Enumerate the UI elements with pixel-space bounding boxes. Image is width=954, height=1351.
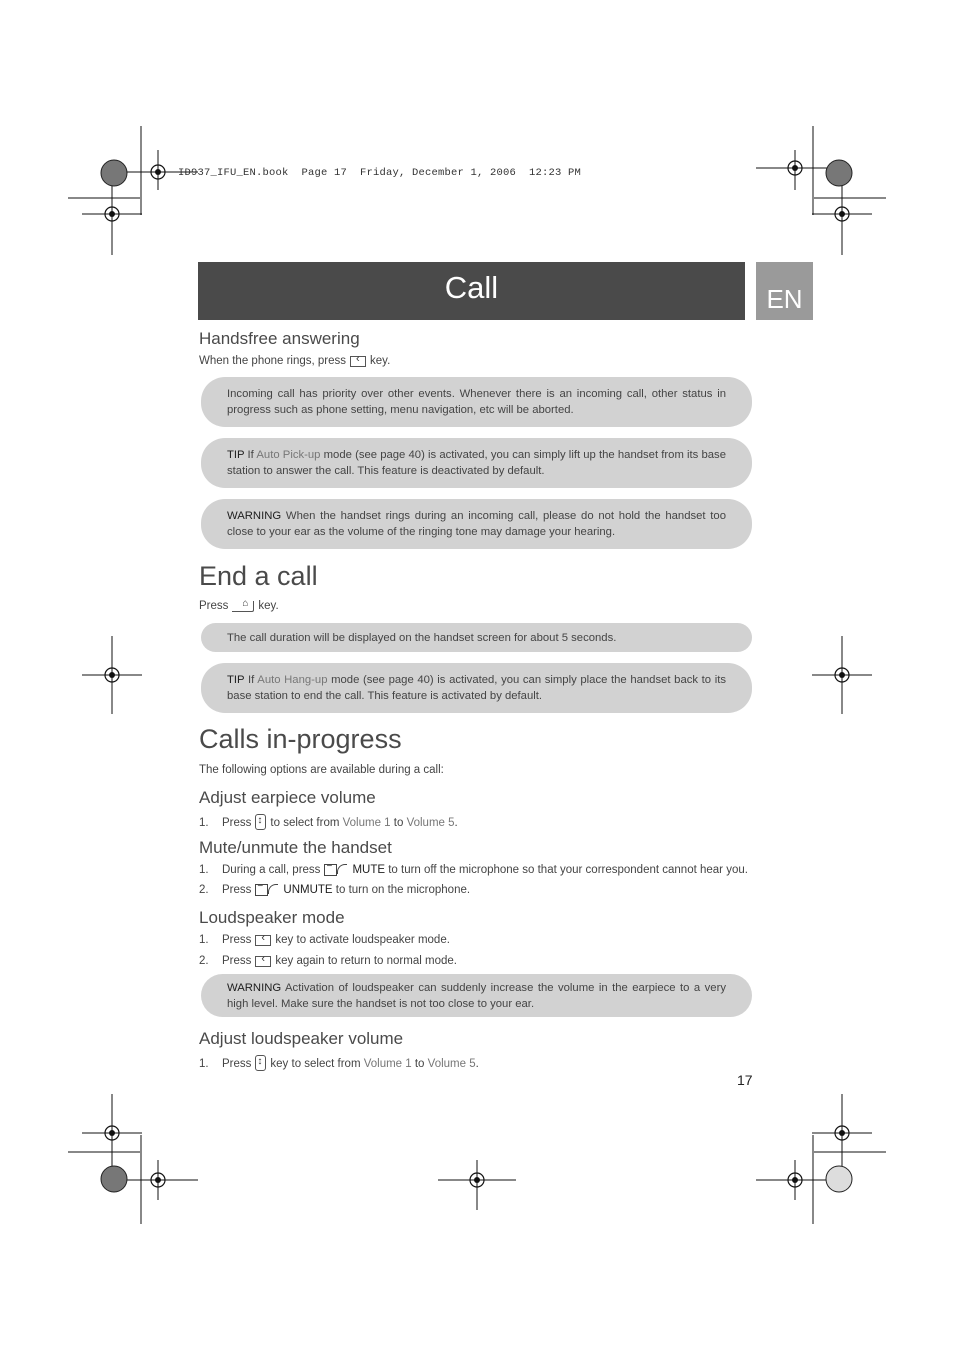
warning-loudspeaker: WARNING Activation of loudspeaker can suddenly increase the volume in the earpiece to a very high level. Make sure the handset is not too close to your ear. bbox=[201, 974, 752, 1017]
end-call-heading: End a call bbox=[199, 561, 318, 591]
note-incoming-priority: Incoming call has priority over other events. Whenever there is an incoming call, other status in progress such as phone setting, menu navigation, etc will be aborted. bbox=[201, 377, 752, 427]
mute-step-2: 2. Press − UNMUTE to turn on the microphone. bbox=[199, 884, 470, 896]
tip-auto-pickup: TIP If Auto Pick-up mode (see page 40) is activated, you can simply lift up the handset from its base station to answer the call. This feature is deactivated by default. bbox=[201, 438, 752, 488]
left-soft-key-icon bbox=[255, 884, 279, 896]
ls-volume-heading: Adjust loudspeaker volume bbox=[199, 1029, 404, 1048]
earpiece-heading: Adjust earpiece volume bbox=[199, 788, 376, 807]
page-title: Call bbox=[198, 262, 745, 320]
language-tab: EN bbox=[756, 262, 813, 320]
speaker-key-icon bbox=[255, 935, 271, 946]
note-call-duration: The call duration will be displayed on the handset screen for about 5 seconds. bbox=[201, 623, 752, 652]
print-header: ID937_IFU_EN.book Page 17 Friday, December 1, 2006 12:23 PM bbox=[178, 167, 582, 179]
earpiece-step-1: 1. Press↕ to select from Volume 1 to Volume 5. bbox=[199, 814, 458, 830]
speaker-key-icon bbox=[350, 356, 366, 367]
handsfree-instruction: When the phone rings, press‹ key. bbox=[199, 355, 390, 367]
mute-heading: Mute/unmute the handset bbox=[199, 838, 392, 857]
ls-volume-step-1: 1. Press↕ key to select from Volume 1 to Volume 5. bbox=[199, 1055, 479, 1071]
page-number: 17 bbox=[737, 1072, 753, 1088]
loudspeaker-step-1: 1. Press‹ key to activate loudspeaker mode. bbox=[199, 934, 450, 946]
in-progress-heading: Calls in-progress bbox=[199, 724, 402, 754]
in-progress-intro: The following options are available during a call: bbox=[199, 764, 444, 776]
navigation-key-icon bbox=[255, 1055, 266, 1071]
loudspeaker-step-2: 2. Press‹ key again to return to normal mode. bbox=[199, 955, 457, 967]
speaker-key-icon bbox=[255, 956, 271, 967]
left-soft-key-icon bbox=[324, 864, 348, 876]
navigation-key-icon bbox=[255, 814, 266, 830]
tip-auto-hangup: TIP If Auto Hang-up mode (see page 40) is activated, you can simply place the handset back to its base station to end the call. This feature is activated by default. bbox=[201, 663, 752, 713]
loudspeaker-heading: Loudspeaker mode bbox=[199, 908, 345, 927]
mute-step-1: 1. During a call, press − MUTE to turn off the microphone so that your correspondent cannot hear you. bbox=[199, 864, 748, 876]
warning-ringing: WARNING When the handset rings during an incoming call, please do not hold the handset too close to your ear as the volume of the ringing tone may damage your hearing. bbox=[201, 499, 752, 549]
end-call-instruction: Press⌂ key. bbox=[199, 600, 279, 612]
handsfree-heading: Handsfree answering bbox=[199, 329, 360, 348]
end-call-key-icon bbox=[232, 601, 254, 612]
